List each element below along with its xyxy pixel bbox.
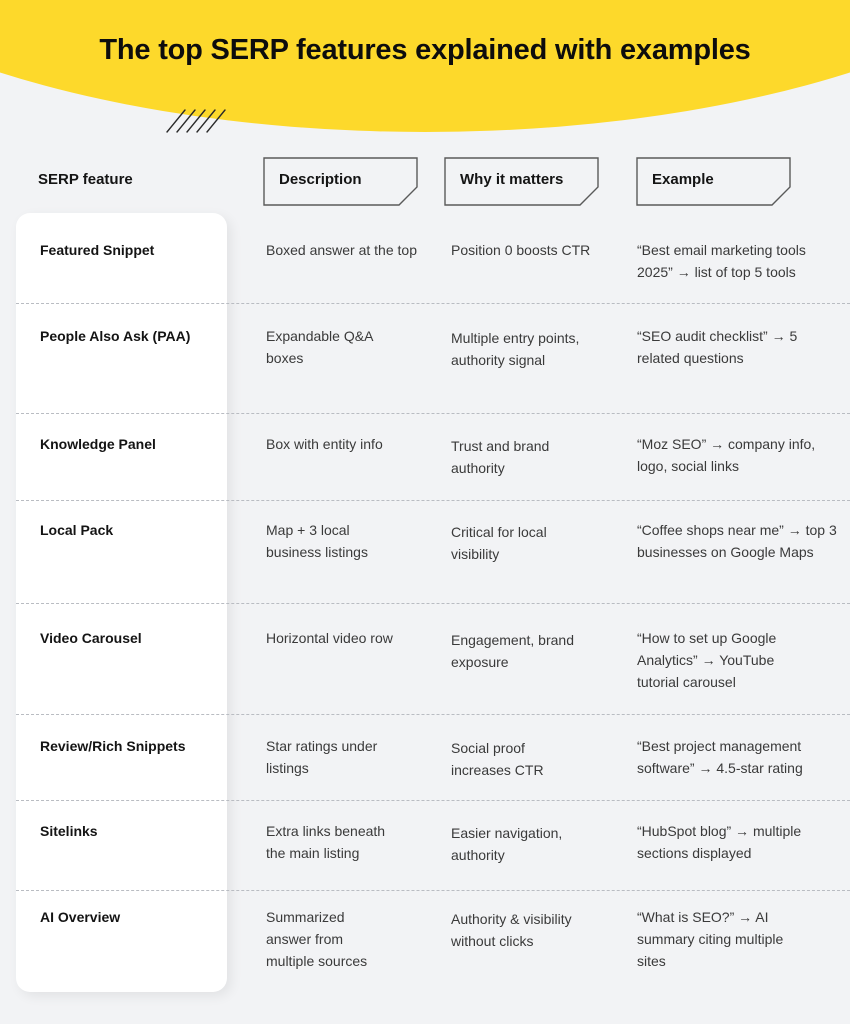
- table-row-why: Position 0 boosts CTR: [451, 242, 591, 258]
- page-title: The top SERP features explained with examples: [99, 34, 751, 66]
- row-divider: [16, 714, 850, 715]
- table-row-feature: Video Carousel: [40, 630, 142, 646]
- table-row-example: “Moz SEO” → company info, logo, social links: [637, 436, 816, 474]
- table-row-example: “HubSpot blog” → multiple sections displayed: [637, 823, 802, 861]
- header-description-label: Description: [279, 171, 362, 188]
- header-serp-feature: SERP feature: [38, 171, 133, 188]
- table-row-example: “How to set up Google Analytics” → YouTube tutorial carousel: [637, 630, 777, 690]
- header-why-label: Why it matters: [460, 171, 564, 188]
- table-row-description: Horizontal video row: [266, 630, 393, 646]
- row-divider: [16, 603, 850, 604]
- table-row-feature: Review/Rich Snippets: [40, 738, 186, 754]
- header-why-it-matters: [444, 157, 599, 206]
- table-row-description: Star ratings under listings: [266, 738, 378, 776]
- table-row-description: Extra links beneath the main listing: [266, 823, 386, 861]
- table-row-example: “Coffee shops near me” → top 3 businesses on Google Maps: [637, 522, 837, 560]
- header-example: [636, 157, 791, 206]
- table-row-example: “What is SEO?” → AI summary citing multiple sites: [637, 909, 784, 969]
- table-row-example: “Best email marketing tools 2025” → list of top 5 tools: [637, 242, 806, 280]
- table-row-feature: Sitelinks: [40, 823, 98, 839]
- table-row-why: Engagement, brand exposure: [451, 632, 574, 670]
- row-divider: [16, 303, 850, 304]
- row-divider: [16, 800, 850, 801]
- table-row-why: Trust and brand authority: [451, 438, 550, 476]
- table-row-description: Box with entity info: [266, 436, 383, 452]
- table-row-why: Easier navigation, authority: [451, 825, 563, 863]
- row-divider: [16, 890, 850, 891]
- table-row-feature: Local Pack: [40, 522, 114, 538]
- table-row-description: Expandable Q&A boxes: [266, 328, 373, 366]
- table-row-why: Critical for local visibility: [451, 524, 547, 562]
- table-row-example: “SEO audit checklist” → 5 related questions: [637, 328, 798, 366]
- table-row-description: Map + 3 local business listings: [266, 522, 368, 560]
- table-row-example: “Best project management software” → 4.5-star rating: [637, 738, 803, 776]
- table-row-why: Multiple entry points, authority signal: [451, 330, 580, 368]
- table-row-why: Authority & visibility without clicks: [451, 911, 572, 949]
- table-row-feature: People Also Ask (PAA): [40, 328, 191, 344]
- table-row-why: Social proof increases CTR: [451, 740, 544, 778]
- decorative-hatch-icon: [165, 108, 231, 134]
- table-row-feature: AI Overview: [40, 909, 121, 925]
- table-row-feature: Knowledge Panel: [40, 436, 156, 452]
- table-row-description: Boxed answer at the top: [266, 242, 417, 258]
- table-row-feature: Featured Snippet: [40, 242, 155, 258]
- table-row-description: Summarized answer from multiple sources: [266, 909, 368, 969]
- row-divider: [16, 500, 850, 501]
- header-description: [263, 157, 418, 206]
- header-example-label: Example: [652, 171, 714, 188]
- row-divider: [16, 413, 850, 414]
